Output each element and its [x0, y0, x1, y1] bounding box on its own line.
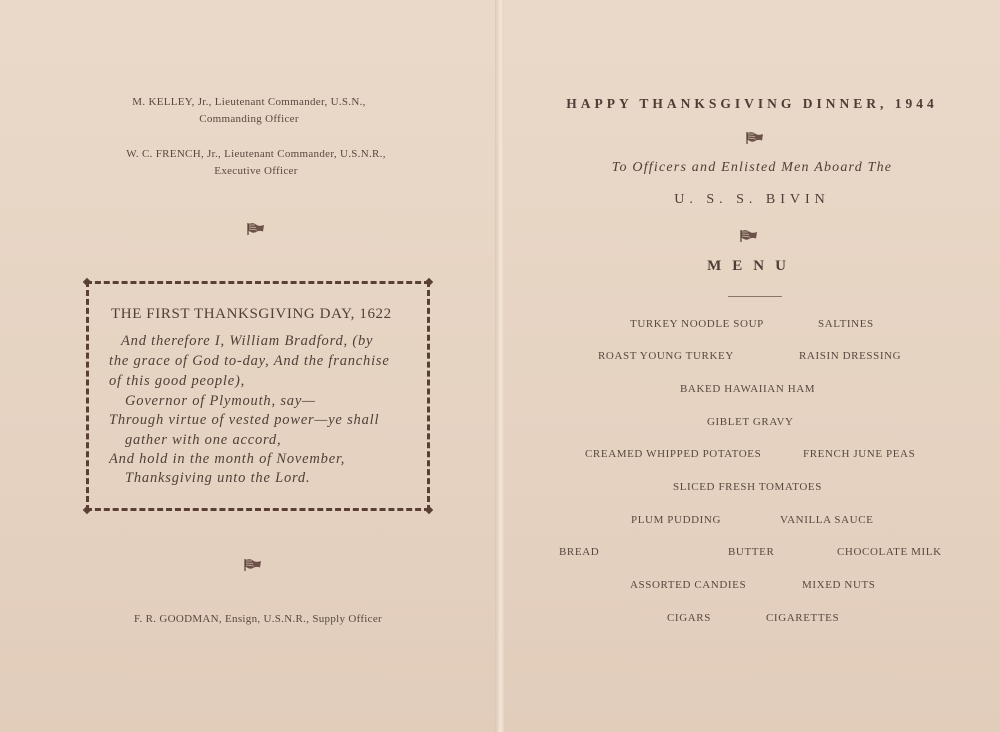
frame-corner [83, 506, 91, 514]
menu-divider [728, 296, 782, 297]
menu-item: BAKED HAWAIIAN HAM [680, 383, 816, 395]
commanding-officer-title: Commanding Officer [199, 113, 299, 125]
frame-corner [425, 278, 433, 286]
menu-item: MIXED NUTS [802, 579, 876, 591]
left-page [0, 0, 498, 732]
menu-item: BUTTER [728, 546, 775, 558]
menu-item: RAISIN DRESSING [799, 350, 902, 362]
menu-item: CREAMED WHIPPED POTATOES [585, 448, 762, 460]
poem-line: Through virtue of vested power—ye shall [109, 412, 380, 428]
executive-officer-name: W. C. FRENCH, Jr., Lieutenant Commander, U.S.N.R., [126, 148, 386, 160]
frame-corner [425, 506, 433, 514]
flag-icon [244, 558, 262, 572]
poem-line: And hold in the month of November, [109, 451, 346, 467]
commanding-officer-name: M. KELLEY, Jr., Lieutenant Commander, U.S.N., [132, 96, 366, 108]
menu-item: TURKEY NOODLE SOUP [630, 318, 764, 330]
executive-officer-title: Executive Officer [214, 165, 298, 177]
flag-icon [746, 131, 764, 145]
commanding-officer-block [0, 94, 498, 128]
flag-icon [247, 222, 265, 236]
menu-item: CHOCOLATE MILK [837, 546, 942, 558]
menu-item: VANILLA SAUCE [780, 514, 874, 526]
menu-item: BREAD [559, 546, 600, 558]
poem-line: the grace of God to-day, And the franchise [109, 353, 390, 369]
menu-item: CIGARETTES [766, 612, 840, 624]
menu-item: SALTINES [818, 318, 874, 330]
menu-item: CIGARS [667, 612, 711, 624]
menu-item: FRENCH JUNE PEAS [803, 448, 916, 460]
poem-line: gather with one accord, [125, 432, 282, 448]
menu-item: ASSORTED CANDIES [630, 579, 747, 591]
executive-officer-block [0, 146, 512, 180]
poem-title: THE FIRST THANKSGIVING DAY, 1622 [111, 306, 392, 322]
menu-item: ROAST YOUNG TURKEY [598, 350, 734, 362]
supply-officer: F. R. GOODMAN, Ensign, U.S.N.R., Supply Officer [134, 613, 382, 625]
menu-item: PLUM PUDDING [631, 514, 722, 526]
dedication-line: To Officers and Enlisted Men Aboard The [611, 160, 893, 175]
poem-line: Thanksgiving unto the Lord. [125, 470, 311, 486]
dinner-title: HAPPY THANKSGIVING DINNER, 1944 [566, 96, 938, 111]
poem-line: Governor of Plymouth, say— [125, 393, 316, 409]
frame-corner [83, 278, 91, 286]
poem-frame [86, 281, 430, 511]
menu-item: GIBLET GRAVY [707, 416, 794, 428]
right-page [504, 0, 1000, 732]
ship-name: U. S. S. BIVIN [674, 192, 830, 207]
menu-item: SLICED FRESH TOMATOES [673, 481, 822, 493]
menu-heading: MENU [707, 258, 797, 274]
flag-icon [740, 229, 758, 243]
poem-line: And therefore I, William Bradford, (by [121, 333, 374, 349]
poem-line: of this good people), [109, 373, 246, 389]
